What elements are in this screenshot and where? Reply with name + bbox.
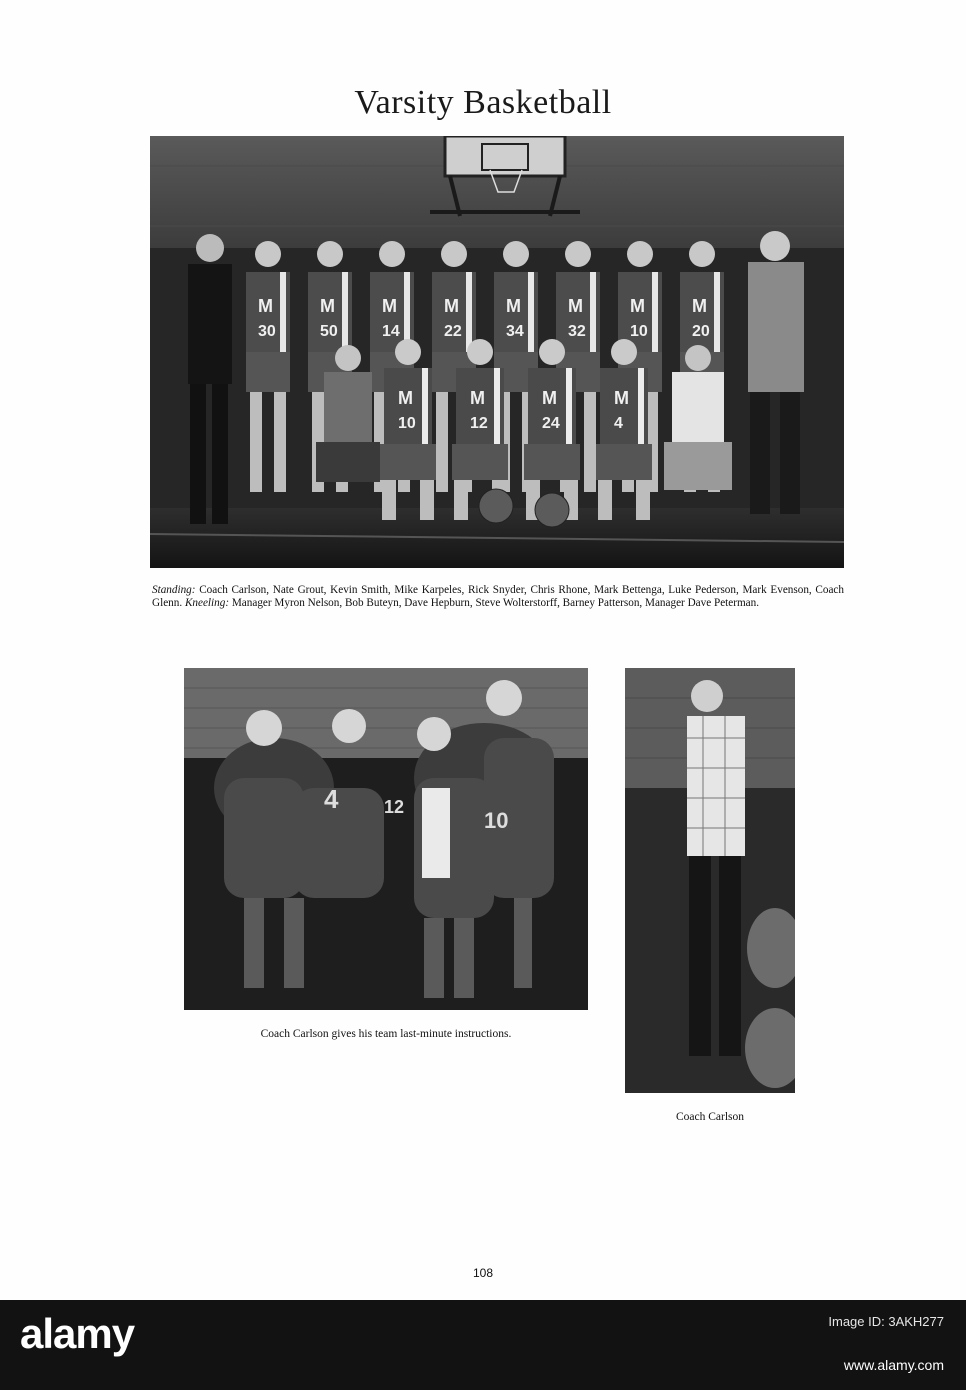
jersey-letter: M (382, 296, 397, 316)
page-title: Varsity Basketball (354, 84, 612, 121)
image-id: Image ID: 3AKH277 (828, 1314, 944, 1329)
jersey-letter: M (258, 296, 273, 316)
jersey-number: 34 (506, 323, 524, 340)
huddle-jersey-10: 10 (484, 808, 509, 833)
huddle-photo-caption: Coach Carlson gives his team last-minute instructions. (260, 1028, 512, 1040)
footer-url: www.alamy.com (843, 1357, 944, 1373)
alamy-logo: alamy (20, 1310, 135, 1357)
kneeling-names: Manager Myron Nelson, Bob Buteyn, Dave Hepburn, Steve Wolterstorff, Barney Patterson, Manager Dave Peterman. (229, 597, 760, 609)
coach-photo-caption: Coach Carlson (675, 1111, 745, 1123)
jersey-number: 12 (470, 415, 488, 432)
jersey-number: 50 (320, 323, 338, 340)
jersey-letter: M (614, 388, 629, 408)
coach-photo-image (625, 668, 795, 1093)
footer-bar (0, 1300, 966, 1390)
huddle-jersey-4: 4 (324, 784, 339, 814)
jersey-letter: M (320, 296, 335, 316)
team-photo-image (150, 136, 844, 568)
page-number: 108 (472, 1266, 494, 1280)
standing-names: Coach Carlson, Nate Grout, Kevin Smith, Mike Karpeles, Rick Snyder, Chris Rhone, Mark Bettenga, Luke Pederson, Mark Evenson, Coach Glenn. (152, 584, 844, 609)
kneeling-label: Kneeling: (184, 597, 230, 609)
coach-photo (625, 668, 795, 1093)
jersey-number: 4 (614, 415, 623, 432)
team-photo-caption (152, 584, 844, 610)
huddle-photo (184, 668, 588, 1010)
huddle-photo-image (184, 668, 588, 1010)
jersey-number: 22 (444, 323, 462, 340)
standing-label: Standing: (152, 584, 196, 596)
jersey-letter: M (470, 388, 485, 408)
jersey-number: 32 (568, 323, 586, 340)
jersey-number: 24 (542, 415, 560, 432)
jersey-letter: M (568, 296, 583, 316)
jersey-letter: M (630, 296, 645, 316)
jersey-number: 14 (382, 323, 400, 340)
jersey-number: 10 (630, 323, 648, 340)
jersey-letter: M (398, 388, 413, 408)
huddle-jersey-12: 12 (384, 797, 405, 817)
jersey-letter: M (692, 296, 707, 316)
jersey-number: 30 (258, 323, 276, 340)
team-photo (150, 136, 844, 568)
jersey-letter: M (542, 388, 557, 408)
jersey-number: 20 (692, 323, 710, 340)
jersey-letter: M (506, 296, 521, 316)
jersey-letter: M (444, 296, 459, 316)
jersey-number: 10 (398, 415, 416, 432)
